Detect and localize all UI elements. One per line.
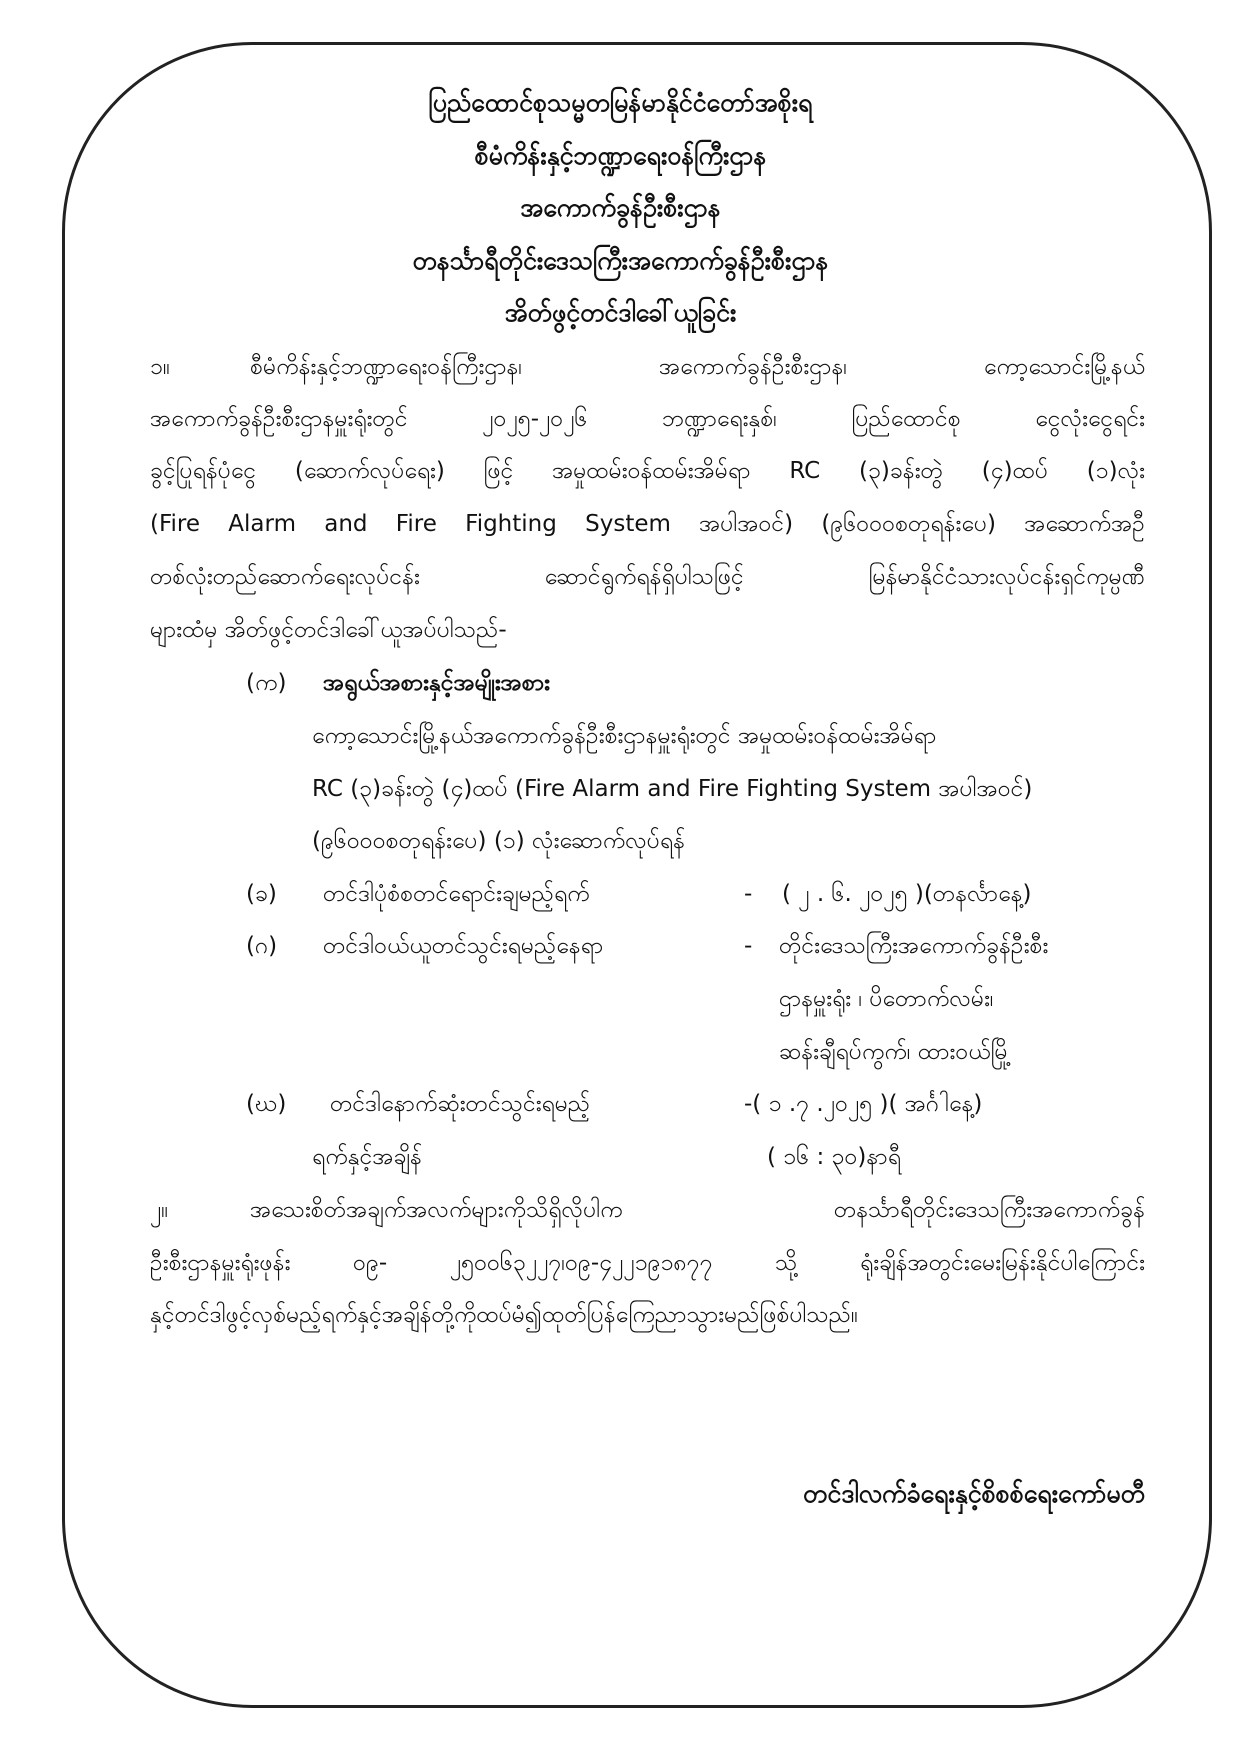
- item-gha-value-line: ( ၁၆ : ၃၀)နာရီ: [767, 1144, 901, 1170]
- para2-number: ၂။: [150, 1197, 169, 1223]
- signature-committee: တင်ဒါလက်ခံရေးနှင့်စိစစ်ရေးကော်မတီ: [803, 1479, 1145, 1508]
- item-ga-marker: (ဂ): [246, 933, 278, 959]
- item-ka-line: (၉၆၀၀၀စတုရန်းပေ) (၁) လုံးဆောက်လုပ်ရန်: [312, 828, 686, 854]
- para2-line: အသေးစိတ်အချက်အလက်များကိုသိရှိလိုပါက တနင်္သာရီတိုင်းဒေသကြီးအကောက်ခွန်: [250, 1197, 1145, 1223]
- item-ka-line: RC (၃)ခန်းတွဲ (၄)ထပ် (Fire Alarm and Fire Fighting System အပါအဝင်): [312, 776, 1033, 802]
- item-ga-label: တင်ဒါဝယ်ယူတင်သွင်းရမည့်နေရာ: [323, 933, 604, 959]
- para2-last-line: နှင့်တင်ဒါဖွင့်လှစ်မည့်ရက်နှင့်အချိန်တို့ကိုထပ်မံ၍ထုတ်ပြန်ကြေညာသွားမည်ဖြစ်ပါသည်။: [150, 1302, 858, 1328]
- item-gha-marker: (ဃ): [246, 1091, 287, 1117]
- item-ka-marker: (က): [246, 670, 287, 696]
- heading-department: အကောက်ခွန်ဦးစီးဌာန: [520, 193, 721, 222]
- heading-government: ပြည်ထောင်စုသမ္မတမြန်မာနိုင်ငံတော်အစိုးရ: [428, 88, 813, 117]
- item-kha-label: တင်ဒါပုံစံစတင်ရောင်းချမည့်ရက်: [323, 881, 590, 907]
- para1-line: စီမံကိန်းနှင့်ဘဏ္ဍာရေးဝန်ကြီးဌာန၊ အကောက်ခွန်ဦးစီးဌာန၊ ကော့သောင်းမြို့နယ်: [250, 354, 1145, 380]
- item-gha-label-line: ရက်နှင့်အချိန်: [312, 1144, 422, 1170]
- item-ga-value-line: တိုင်းဒေသကြီးအကောက်ခွန်ဦးစီး: [779, 933, 1049, 959]
- item-ga-dash: -: [744, 933, 753, 959]
- item-kha-value: ( ၂ . ၆. ၂၀၂၅ )(တနင်္လာနေ့): [782, 881, 1032, 907]
- item-kha-dash: -: [744, 881, 753, 907]
- para1-line: ခွင့်ပြုရန်ပုံငွေ (ဆောက်လုပ်ရေး) ဖြင့် အမှုထမ်းဝန်ထမ်းအိမ်ရာ RC (၃)ခန်းတွဲ (၄)ထပ် (၁)လုံး: [150, 458, 1145, 484]
- para1-line: တစ်လုံးတည်ဆောက်ရေးလုပ်ငန်း ဆောင်ရွက်ရန်ရှိပါသဖြင့် မြန်မာနိုင်ငံသားလုပ်ငန်းရှင်ကုမ္ပဏီ: [150, 564, 1145, 590]
- item-kha-marker: (ခ): [246, 881, 277, 907]
- item-ga-value-line: ဌာနမှူးရုံး ၊ ပိတောက်လမ်း၊: [779, 986, 994, 1012]
- item-ga-value-line: ဆန်းချီရပ်ကွက်၊ ထားဝယ်မြို့: [779, 1039, 1012, 1065]
- item-gha-label-line: တင်ဒါနောက်ဆုံးတင်သွင်းရမည့်: [330, 1091, 591, 1117]
- para1-last-line: များထံမှ အိတ်ဖွင့်တင်ဒါခေါ်ယူအပ်ပါသည်-: [150, 617, 507, 643]
- heading-ministry: စီမံကိန်းနှင့်ဘဏ္ဍာရေးဝန်ကြီးဌာန: [474, 141, 767, 170]
- para2-line: ဦးစီးဌာနမှူးရုံးဖုန်း ၀၉- ၂၅၀၀၆၃၂၂၇၊၀၉-၄၂၂၁၉၁၈၇၇ သို့ ရုံးချိန်အတွင်းမေးမြန်းနိုင်ပါကြောင်း: [150, 1250, 1145, 1276]
- para1-number: ၁။: [150, 354, 170, 380]
- heading-regional-department: တနင်္သာရီတိုင်းဒေသကြီးအကောက်ခွန်ဦးစီးဌာန: [412, 246, 829, 275]
- item-gha-value-line: -( ၁ .၇ .၂၀၂၅ )( အင်္ဂါနေ့): [744, 1091, 983, 1117]
- item-ka-line: ကော့သောင်းမြို့နယ်အကောက်ခွန်ဦးစီးဌာနမှူးရုံးတွင် အမှုထမ်းဝန်ထမ်းအိမ်ရာ: [312, 723, 937, 749]
- para1-line: (Fire Alarm and Fire Fighting System အပါအဝင်) (၉၆၀၀၀စတုရန်းပေ) အဆောက်အဦ: [150, 511, 1145, 537]
- item-ka-title: အရွယ်အစားနှင့်အမျိုးအစား: [323, 670, 551, 696]
- para1-line: အကောက်ခွန်ဦးစီးဌာနမှူးရုံးတွင် ၂၀၂၅-၂၀၂၆ ဘဏ္ဍာရေးနှစ်၊ ပြည်ထောင်စု ငွေလုံးငွေရင်း: [150, 406, 1145, 432]
- page-border: [62, 42, 1212, 1708]
- heading-tender-invitation: အိတ်ဖွင့်တင်ဒါခေါ်ယူခြင်း: [504, 298, 737, 327]
